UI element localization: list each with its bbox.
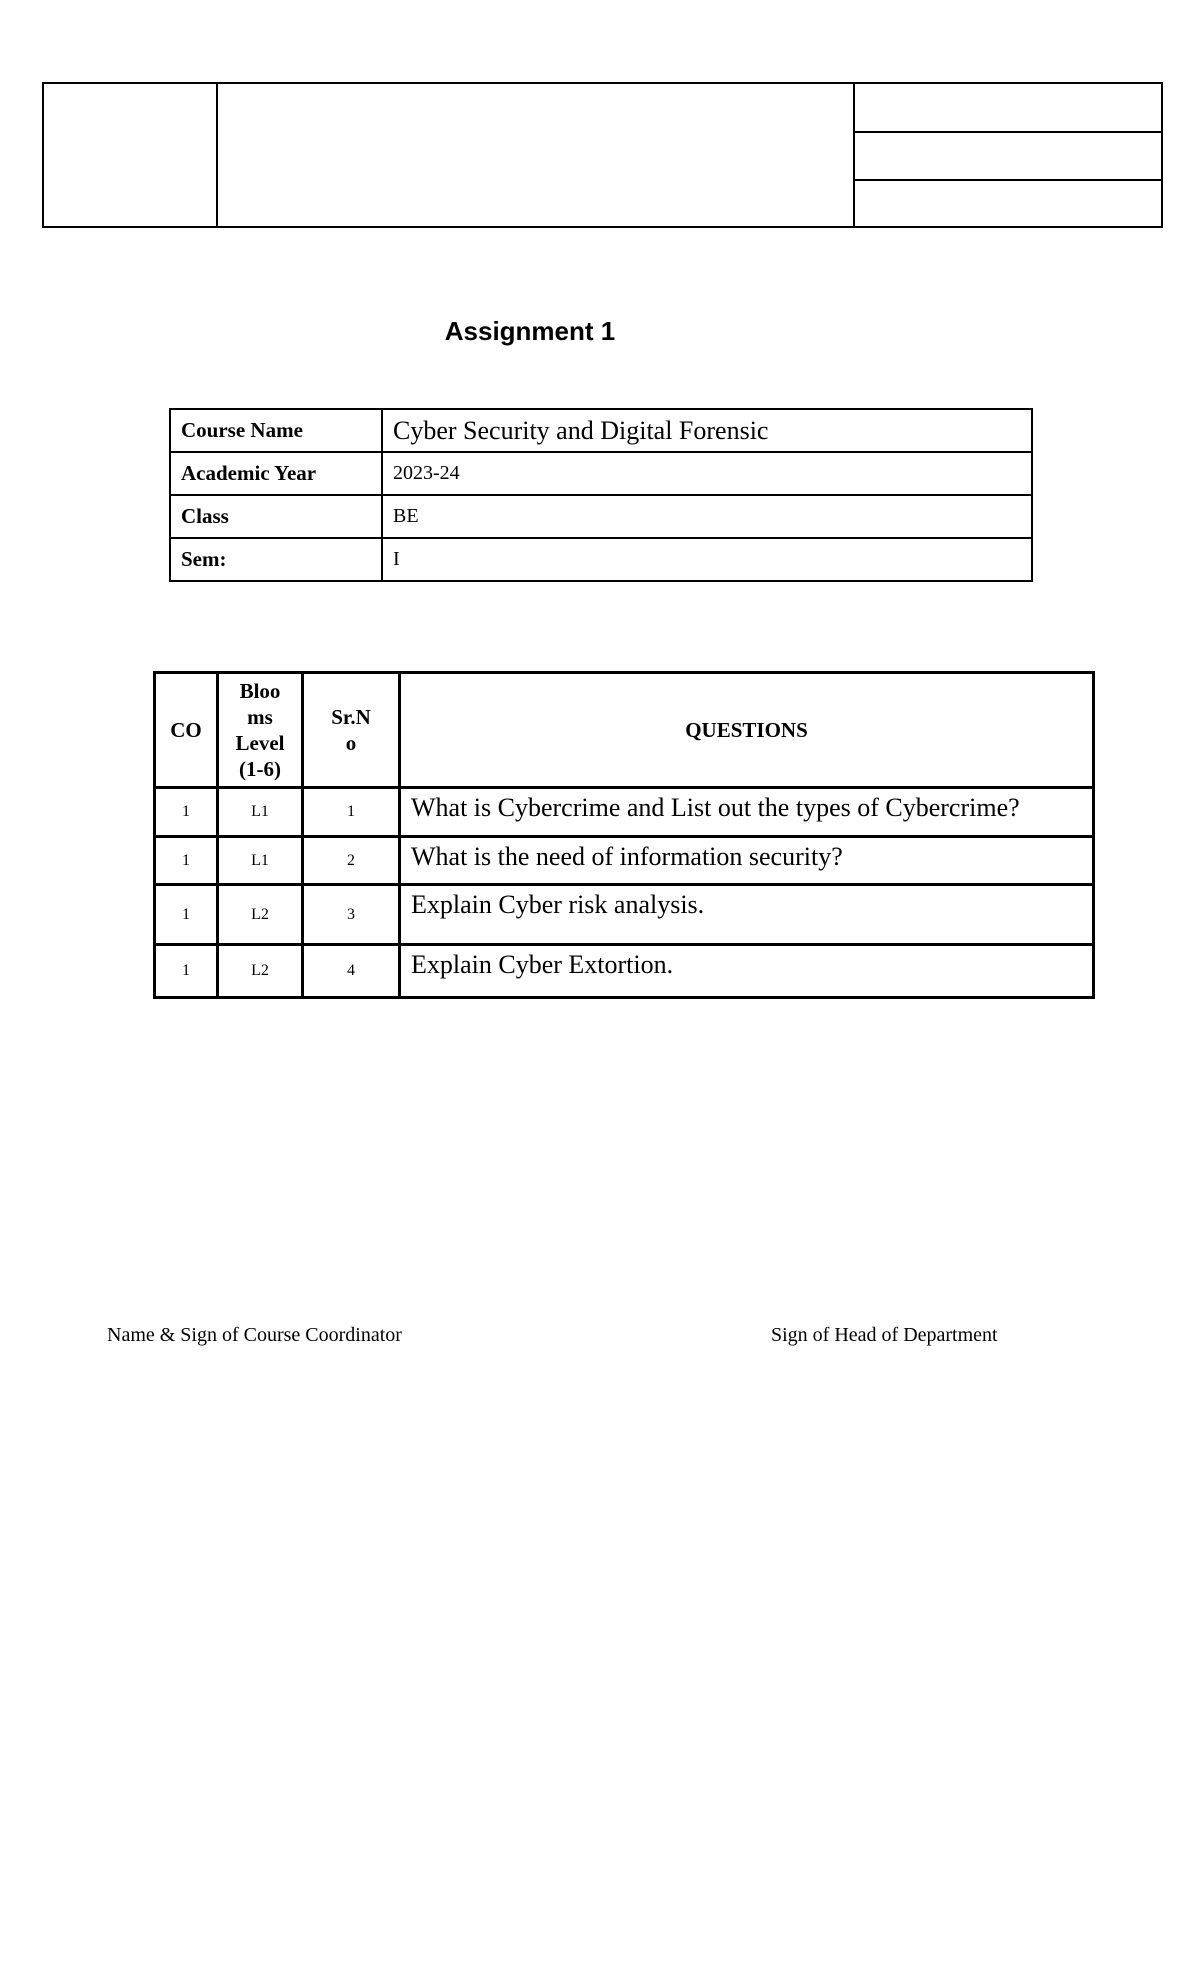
- assignment-title: Assignment 1: [444, 316, 616, 346]
- blooms-header-line: ms: [247, 705, 273, 729]
- academic-year-value: 2023-24: [382, 452, 1032, 495]
- course-info-table: [169, 408, 1033, 582]
- question-cell: What is Cybercrime and List out the types of Cybercrime?: [400, 788, 1094, 837]
- co-cell: 1: [155, 788, 218, 837]
- question-cell: What is the need of information security?: [400, 837, 1094, 885]
- srno-header-line: Sr.N: [331, 705, 371, 729]
- co-cell: 1: [155, 945, 218, 998]
- hod-signature-label: Sign of Head of Department: [771, 1324, 998, 1346]
- co-cell: 1: [155, 885, 218, 945]
- header-meta-row: [855, 179, 1161, 226]
- srno-header: [303, 673, 400, 788]
- header-meta-row: [855, 84, 1161, 131]
- questions-header: QUESTIONS: [400, 673, 1094, 788]
- course-name-value: Cyber Security and Digital Forensic: [382, 409, 1032, 452]
- question-cell: Explain Cyber Extortion.: [400, 945, 1094, 998]
- sem-value: I: [382, 538, 1032, 581]
- blooms-header-line: Level: [235, 731, 285, 755]
- level-cell: L2: [218, 945, 303, 998]
- academic-year-label: Academic Year: [170, 452, 382, 495]
- course-info-row: [170, 409, 1032, 452]
- table-row: [155, 885, 1094, 945]
- table-row: [155, 837, 1094, 885]
- questions-header-row: [155, 673, 1094, 788]
- class-value: BE: [382, 495, 1032, 538]
- table-row: [155, 945, 1094, 998]
- course-name-label: Course Name: [170, 409, 382, 452]
- table-row: [155, 788, 1094, 837]
- course-info-row: [170, 538, 1032, 581]
- srno-cell: 4: [303, 945, 400, 998]
- co-header: CO: [155, 673, 218, 788]
- header-title-cell: [218, 84, 855, 226]
- srno-cell: 3: [303, 885, 400, 945]
- level-cell: L1: [218, 788, 303, 837]
- course-info-row: [170, 452, 1032, 495]
- srno-cell: 2: [303, 837, 400, 885]
- co-cell: 1: [155, 837, 218, 885]
- sem-label: Sem:: [170, 538, 382, 581]
- course-info-row: [170, 495, 1032, 538]
- blooms-level-header: [218, 673, 303, 788]
- class-label: Class: [170, 495, 382, 538]
- question-cell: Explain Cyber risk analysis.: [400, 885, 1094, 945]
- questions-table: [153, 671, 1095, 999]
- blooms-header-line: Bloo: [239, 679, 281, 703]
- level-cell: L1: [218, 837, 303, 885]
- blooms-header-line: (1-6): [239, 757, 281, 781]
- course-coordinator-signature-label: Name & Sign of Course Coordinator: [107, 1324, 402, 1346]
- header-meta-row: [855, 131, 1161, 178]
- header-logo-cell: [44, 84, 218, 226]
- header-box: [42, 82, 1163, 228]
- srno-header-line: o: [345, 731, 357, 755]
- level-cell: L2: [218, 885, 303, 945]
- srno-cell: 1: [303, 788, 400, 837]
- header-meta-cell: [855, 84, 1161, 226]
